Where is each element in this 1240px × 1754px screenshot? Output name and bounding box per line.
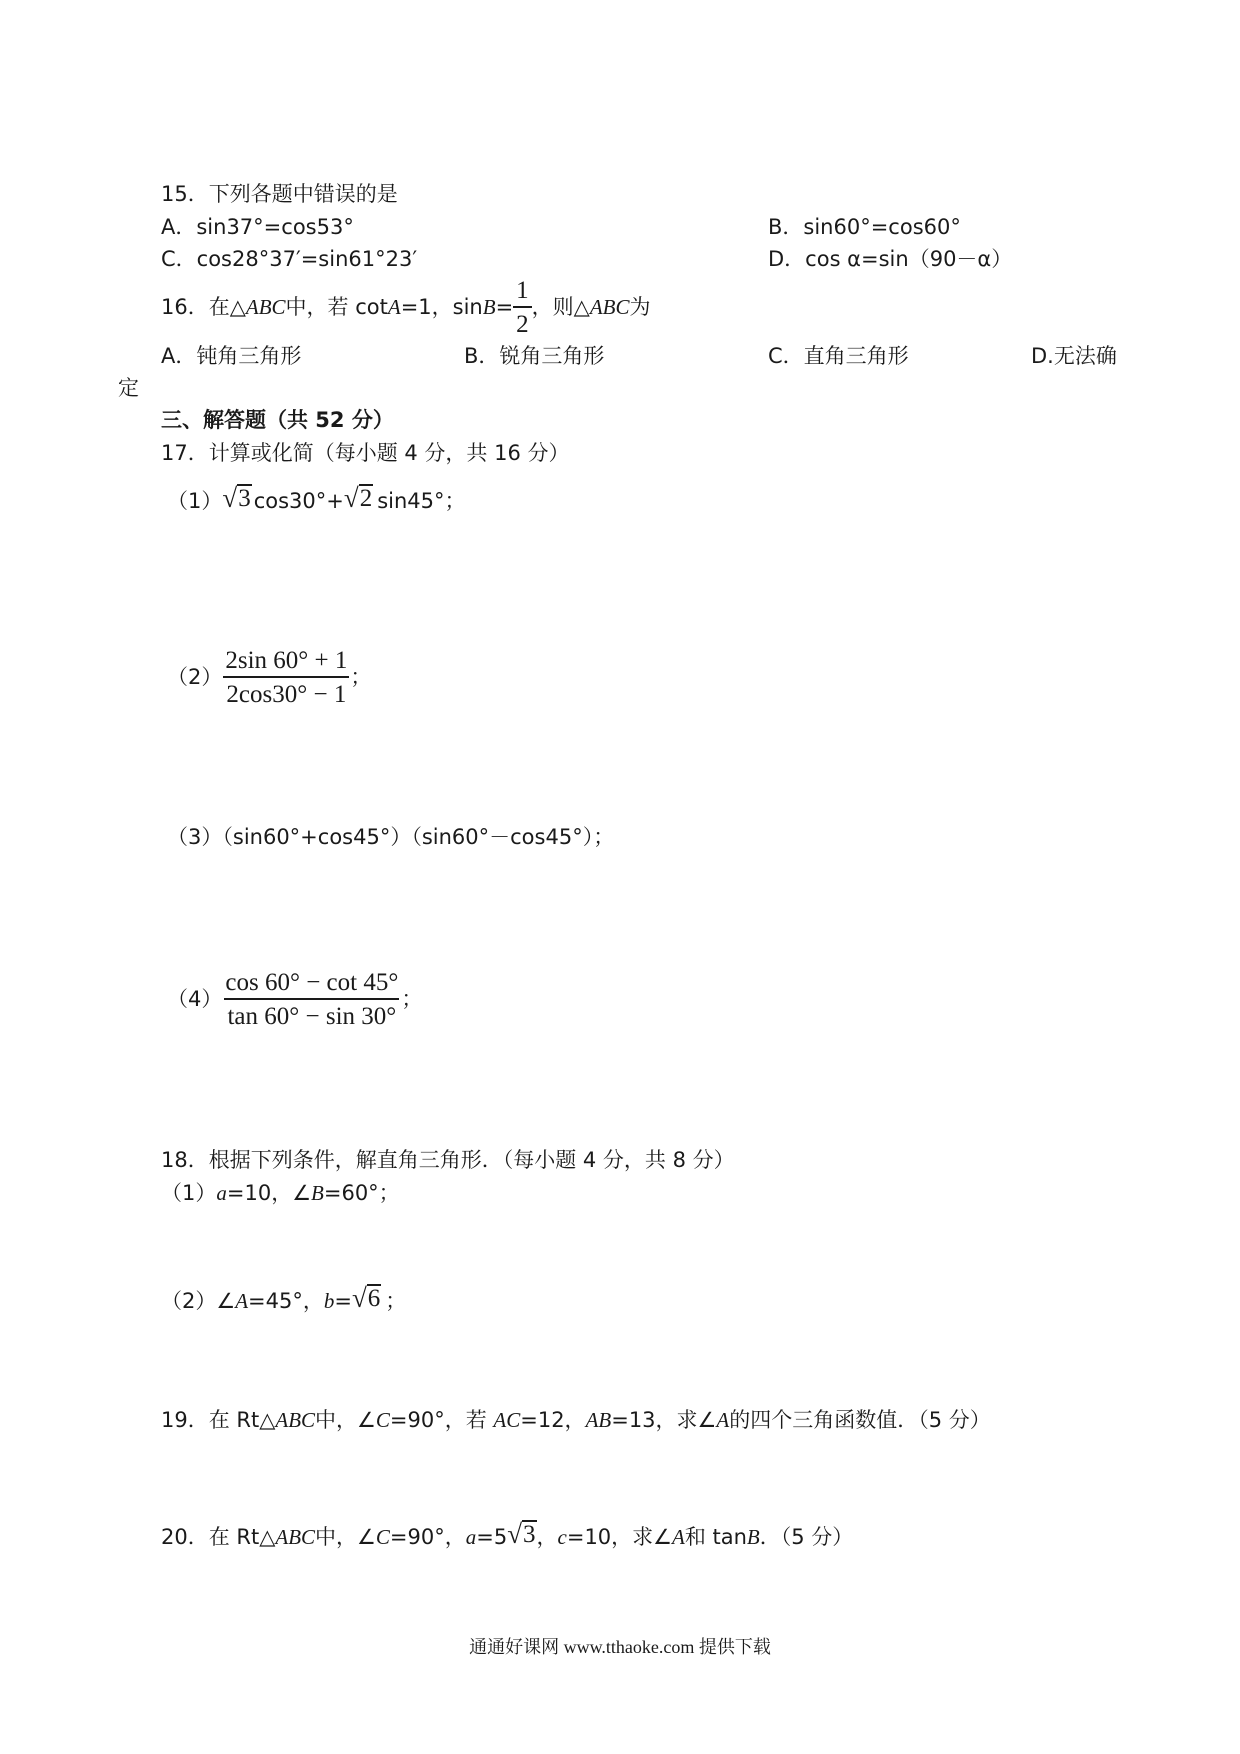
q16-stem-prefix: 16．在△ xyxy=(161,294,246,319)
radical-icon: √ xyxy=(222,483,238,514)
q16-var-a: A xyxy=(387,294,401,319)
q17-p1-term2: sin45°； xyxy=(377,489,466,514)
q16-option-b: B．锐角三角形 xyxy=(464,344,605,368)
q20-sqrt-3: √ 3 xyxy=(507,1519,536,1550)
q16-stem-suffix1: ，则△ xyxy=(531,294,590,319)
q16-frac-den: 2 xyxy=(513,306,532,337)
q16-option-c: C．直角三角形 xyxy=(768,344,909,368)
page-footer: 通通好课网 www.tthaoke.com 提供下载 xyxy=(469,1637,771,1657)
q17-p2-label: （2） xyxy=(167,665,223,689)
radical-icon: √ xyxy=(351,1283,367,1314)
q16-stem-mid1: 中，若 cot xyxy=(285,294,388,319)
q16-stem xyxy=(161,278,651,336)
section-3-title: 三、解答题（共 52 分） xyxy=(161,408,394,432)
q17-p1-sqrt-3: √ 3 xyxy=(222,483,251,514)
q15-option-d: D．cos α=sin（90－α） xyxy=(768,247,1013,271)
q18-part2: （2）∠ A =45°， b = √ 6 ； xyxy=(161,1283,407,1314)
q17-part1 xyxy=(167,484,466,512)
q17-p4-num: cos 60° − cot 45° xyxy=(225,969,399,996)
q16-option-d: D.无法确 xyxy=(1031,344,1117,368)
q19-stem: 19．在 Rt△ABC中，∠C=90°，若 AC=12，AB=13，求∠A的四个三角函数值．（5 分） xyxy=(161,1408,991,1432)
q18-stem: 18．根据下列条件，解直角三角形．（每小题 4 分，共 8 分） xyxy=(161,1148,735,1172)
q16-abc: ABC xyxy=(245,294,286,319)
radical-icon: √ xyxy=(343,483,359,514)
radical-icon: √ xyxy=(507,1519,523,1550)
q16-option-a: A．钝角三角形 xyxy=(161,344,302,368)
q16-frac-num: 1 xyxy=(516,276,529,304)
q17-p3-expr: （sin60°+cos45°）（sin60°－cos45°）； xyxy=(222,825,615,849)
q20-stem: 20．在 Rt△ ABC 中，∠ C =90°， a =5 √ 3 ， c =10，求∠ A 和 tan B ．（5 分） xyxy=(161,1519,854,1550)
q17-part3 xyxy=(167,827,614,848)
q16-var-b: B xyxy=(482,294,496,319)
q15-option-c: C．cos28°37′=sin61°23′ xyxy=(161,247,418,271)
q16-stem-suffix2: 为 xyxy=(629,294,651,319)
q17-p4-den: tan 60° − sin 30° xyxy=(224,998,399,1029)
q16-abc-2: ABC xyxy=(589,294,630,319)
q17-part4 xyxy=(167,970,422,1029)
q17-p2-fraction xyxy=(222,648,350,707)
q17-p2-den: 2cos30° − 1 xyxy=(223,676,349,707)
q17-stem: 17．计算或化简（每小题 4 分，共 16 分） xyxy=(161,441,570,465)
q15-option-b: B．sin60°=cos60° xyxy=(768,215,961,239)
q16-eq: = xyxy=(495,294,514,319)
q17-p4-tail: ； xyxy=(401,987,423,1011)
q17-p1-sqrt-2: √ 2 xyxy=(343,483,373,514)
q15-stem: 15．下列各题中错误的是 xyxy=(161,182,398,206)
q16-fraction xyxy=(513,278,532,337)
q17-p2-tail: ； xyxy=(350,665,372,689)
q17-p4-label: （4） xyxy=(167,987,223,1011)
q16-option-d-wrap: 定 xyxy=(118,376,139,400)
q18-part1: （1）a=10，∠B=60°； xyxy=(161,1181,400,1205)
q17-p1-term1: cos30°+ xyxy=(253,489,344,514)
q16-stem-mid2: =1，sin xyxy=(400,294,483,319)
q15-option-a: A．sin37°=cos53° xyxy=(161,215,354,239)
q17-p1-label: （1） xyxy=(167,489,223,514)
q18-p2-sqrt-6: √ 6 xyxy=(351,1283,381,1314)
q17-p3-label: （3） xyxy=(167,825,223,849)
q17-p4-fraction xyxy=(222,970,401,1029)
q17-p2-num: 2sin 60° + 1 xyxy=(225,647,348,674)
q17-part2 xyxy=(167,648,371,707)
